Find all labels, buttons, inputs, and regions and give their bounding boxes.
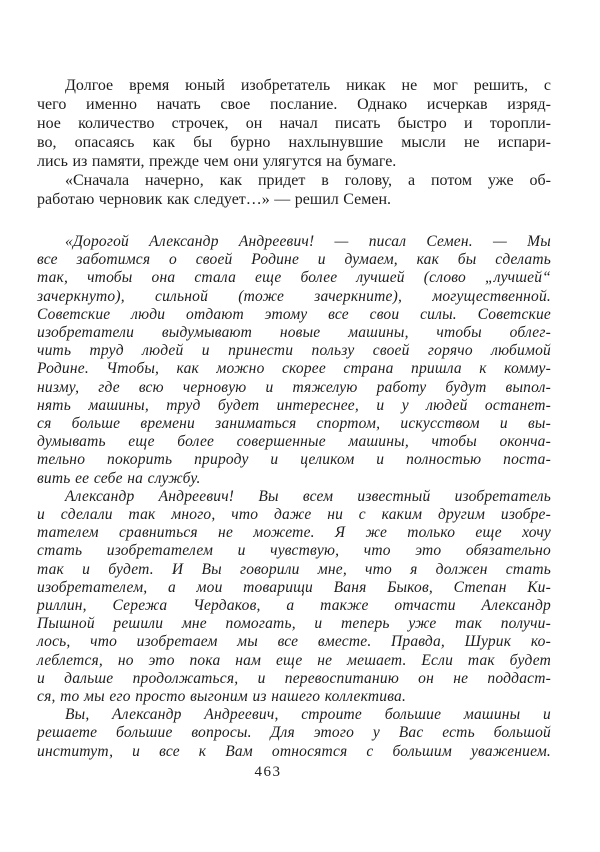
page-number: 463	[254, 764, 282, 780]
text-line: риллин, Сережа Чердаков, а также отчасти Александр	[37, 597, 551, 615]
text-line: институт, и все к Вам относятся с большим уважением.	[37, 742, 551, 760]
text-line: так, чтобы она стала еще более лучшей (слово „лучшей“	[37, 269, 551, 287]
text-line: чить труд людей и принести пользу своей горячо любимой	[37, 342, 551, 360]
paragraph	[37, 233, 551, 488]
text-line: лись из памяти, прежде чем они улягутся на бумаге.	[37, 153, 397, 170]
text-line: ся больше времени заниматься спортом, искусством и вы-	[37, 415, 551, 433]
letter-section	[37, 233, 551, 761]
text-line: «Сначала начерно, как придет в голову, а потом уже об-	[65, 172, 551, 189]
text-line: «Дорогой Александр Андреевич! — писал Семен. — Мы	[65, 233, 551, 250]
text-line: низму, где всю черновую и тяжелую работу будут выпол-	[37, 378, 551, 396]
paragraph	[37, 76, 551, 171]
text-line: и сделали так много, что даже ни с каким другим изобре-	[37, 506, 551, 524]
narration-section	[37, 76, 551, 209]
text-line: ся, то мы его просто выгоним из нашего коллектива.	[37, 688, 407, 706]
text-line: работаю черновик как следует…» — решил Семен.	[37, 191, 392, 208]
text-line: Вы, Александр Андреевич, строите большие машины и	[65, 706, 551, 724]
text-line: все заботимся о своей Родине и думаем, как бы сделать	[37, 251, 551, 269]
text-column	[37, 76, 551, 761]
paragraph	[37, 171, 551, 209]
paragraph	[37, 488, 551, 706]
text-line: Родине. Чтобы, как можно скорее страна пришла к комму-	[37, 360, 551, 378]
text-line: чего именно начать свое послание. Однако исчеркав изряд-	[37, 96, 551, 113]
text-line: стать изобретателем и чувствую, что это обязательно	[37, 542, 551, 560]
text-line: Долгое время юный изобретатель никак не мог решить, с	[65, 77, 551, 94]
text-line: леблется, но это пока нам еще не мешает. Если так будет	[37, 651, 551, 669]
text-line: изобретателем, а мои товарищи Ваня Быков, Степан Ки-	[37, 578, 551, 596]
text-line: лось, что изобретаем мы все вместе. Правда, Шурик ко-	[37, 633, 551, 651]
text-line: решаете большие вопросы. Для этого у Вас есть большой	[37, 724, 551, 742]
text-line: думывать еще более совершенные машины, чтобы оконча-	[37, 433, 551, 451]
text-line: нять машины, труд будет интереснее, и у людей останет-	[37, 396, 551, 414]
text-line: Пышной решили мне помогать, и теперь уже так получи-	[37, 615, 551, 633]
text-line: зачеркнуто), сильной (тоже зачеркните), могущественной.	[37, 287, 551, 305]
text-line: так и будет. И Вы говорили мне, что я должен стать	[37, 560, 551, 578]
text-line: изобретатели выдумывают новые машины, чтобы облег-	[37, 324, 551, 342]
text-line: вить ее себе на службу.	[37, 469, 201, 487]
text-line: ное количество строчек, он начал писать быстро и торопли-	[37, 115, 551, 132]
paragraph	[37, 706, 551, 761]
text-line: Советские люди отдают этому все свои силы. Советские	[37, 305, 551, 323]
text-line: Александр Андреевич! Вы всем известный изобретатель	[65, 487, 551, 505]
text-line: тателем сравниться не можете. Я же только еще хочу	[37, 524, 551, 542]
text-line: и дальше продолжаться, и перевоспитанию он не поддаст-	[37, 669, 551, 687]
text-line: во, опасаясь как бы бурно нахлынувшие мысли не испари-	[37, 134, 551, 151]
text-line: тельно покорить природу и целиком и полностью поста-	[37, 451, 551, 469]
